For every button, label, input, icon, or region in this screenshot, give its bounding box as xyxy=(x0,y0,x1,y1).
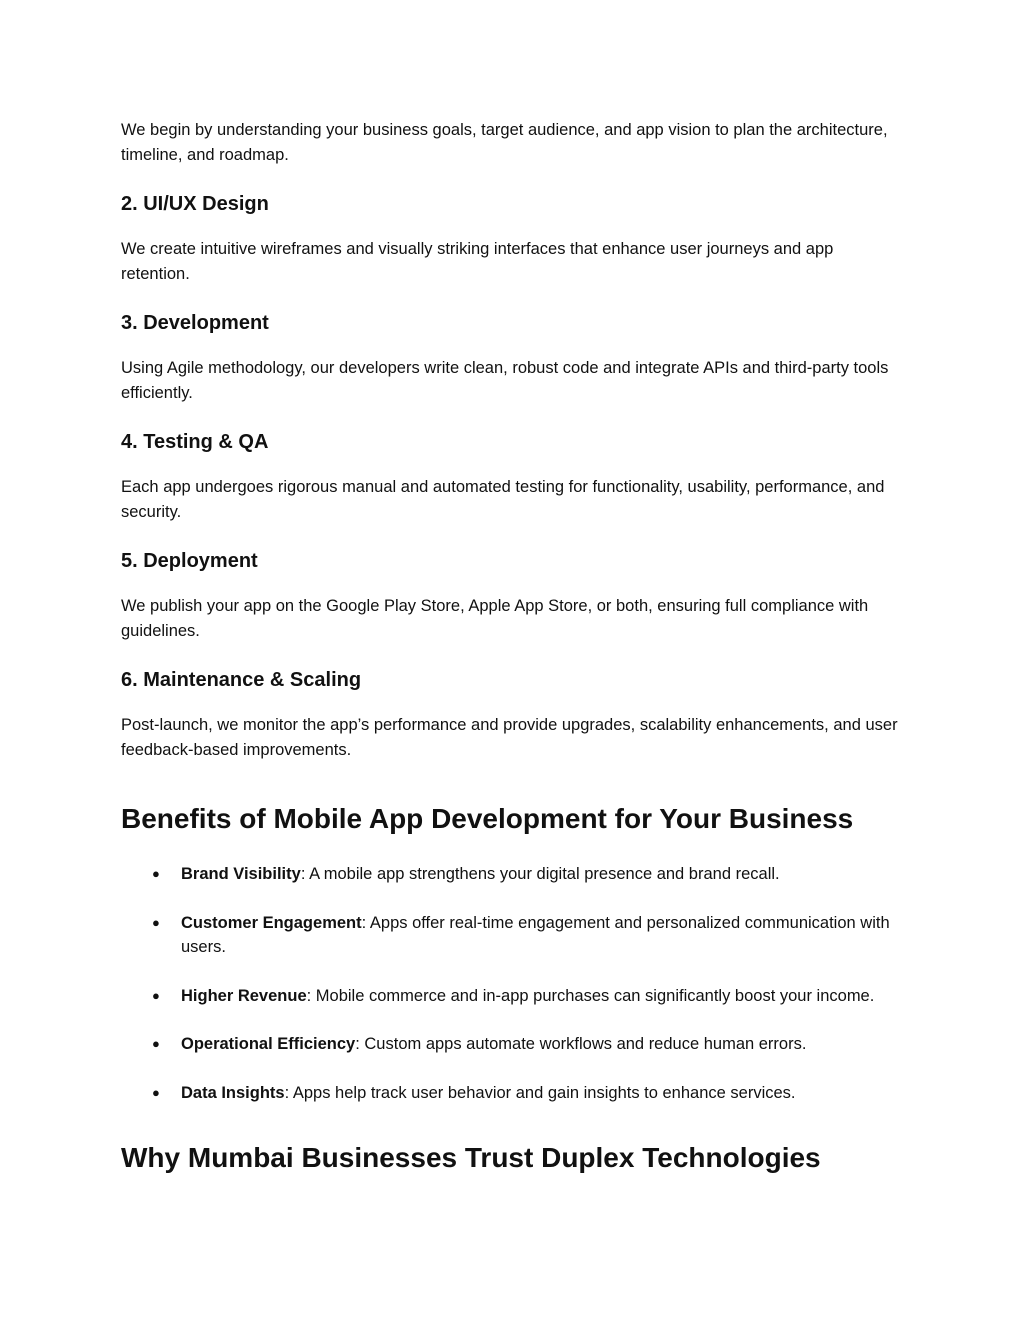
bullet-icon: ● xyxy=(152,987,160,1003)
bullet-icon: ● xyxy=(152,1036,160,1051)
benefit-term: Higher Revenue xyxy=(181,986,307,1005)
step-text-testing: Each app undergoes rigorous manual and automated testing for functionality, usability, performance, and security. xyxy=(121,478,885,521)
list-item xyxy=(121,1032,901,1057)
benefit-desc: : Apps help track user behavior and gain insights to enhance services. xyxy=(284,1083,796,1102)
document-page xyxy=(121,118,901,1175)
benefit-term: Operational Efficiency xyxy=(181,1035,356,1053)
step-text-development: Using Agile methodology, our developers write clean, robust code and integrate APIs and third-party tools efficiently. xyxy=(121,359,889,402)
step-heading-development: 3. Development xyxy=(121,312,269,334)
step-text-uiux: We create intuitive wireframes and visually striking interfaces that enhance user journeys and app retention. xyxy=(121,240,834,283)
bullet-icon: ● xyxy=(152,866,160,881)
intro-paragraph: We begin by understanding your business goals, target audience, and app vision to plan the architecture, timeline, and roadmap. xyxy=(121,121,888,164)
bullet-icon: ● xyxy=(152,914,160,930)
step-heading-deployment: 5. Deployment xyxy=(121,550,258,572)
benefit-term: Customer Engagement xyxy=(181,913,362,932)
list-item xyxy=(121,862,901,887)
list-item xyxy=(121,911,901,960)
benefit-desc: : Custom apps automate workflows and reduce human errors. xyxy=(355,1035,807,1053)
list-item xyxy=(121,984,901,1009)
step-text-maintenance: Post-launch, we monitor the app’s performance and provide upgrades, scalability enhancements, and user feedback-based improvements. xyxy=(121,716,898,759)
benefit-term: Data Insights xyxy=(181,1083,285,1102)
benefit-desc: : Mobile commerce and in-app purchases can significantly boost your income. xyxy=(306,986,875,1005)
benefit-desc: : A mobile app strengthens your digital presence and brand recall. xyxy=(300,865,780,883)
list-item xyxy=(121,1081,901,1106)
benefit-term: Brand Visibility xyxy=(181,865,301,883)
benefits-list xyxy=(121,862,901,1105)
step-text-deployment: We publish your app on the Google Play Store, Apple App Store, or both, ensuring full compliance with guidelines. xyxy=(121,597,869,640)
step-heading-maintenance: 6. Maintenance & Scaling xyxy=(121,669,362,691)
step-heading-uiux: 2. UI/UX Design xyxy=(121,193,269,215)
step-heading-testing: 4. Testing & QA xyxy=(121,431,269,453)
benefits-heading: Benefits of Mobile App Development for Your Business xyxy=(121,803,854,834)
benefit-desc: : Apps offer real-time engagement and personalized communication with users. xyxy=(181,913,890,956)
trust-heading: Why Mumbai Businesses Trust Duplex Technologies xyxy=(121,1142,821,1173)
bullet-icon: ● xyxy=(152,1084,160,1100)
